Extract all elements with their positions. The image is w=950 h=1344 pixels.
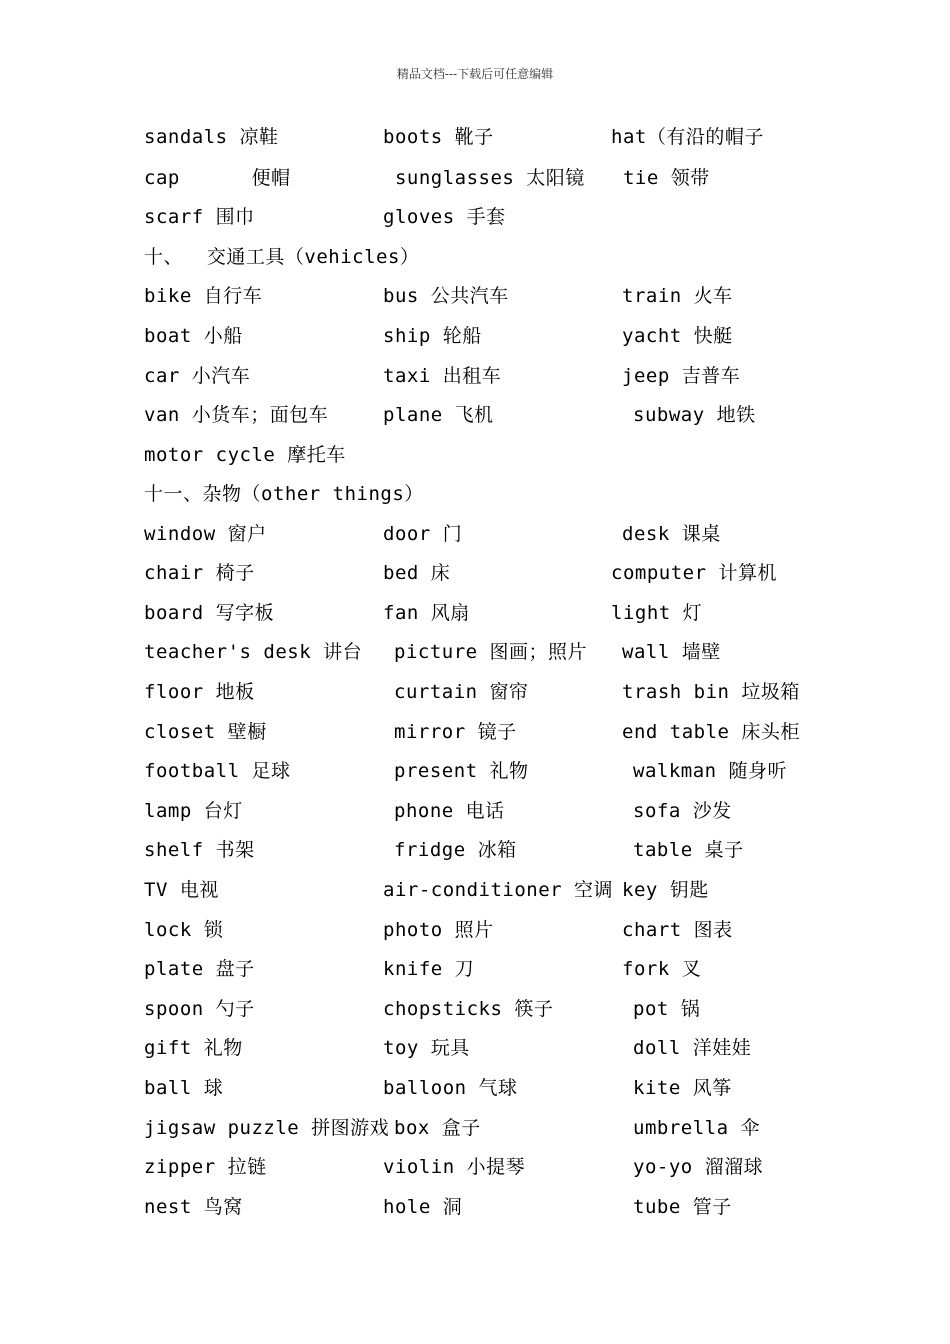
vocab-entry: light 灯 xyxy=(611,602,703,624)
vocab-row xyxy=(0,323,950,363)
vocab-entry: board 写字板 xyxy=(144,602,275,624)
vocab-entry: boots 靴子 xyxy=(383,126,494,148)
vocab-entry: chart 图表 xyxy=(622,919,733,941)
vocab-entry: wall 墙壁 xyxy=(622,641,721,663)
vocab-entry: bus 公共汽车 xyxy=(383,285,509,307)
vocab-entry: teacher's desk 讲台 xyxy=(144,641,363,663)
vocab-entry: photo 照片 xyxy=(383,919,494,941)
vocab-entry: tube 管子 xyxy=(633,1196,732,1218)
vocab-entry: fork 叉 xyxy=(622,958,702,980)
vocab-entry: table 桌子 xyxy=(633,839,744,861)
vocab-entry: violin 小提琴 xyxy=(383,1156,526,1178)
vocab-entry: mirror 镜子 xyxy=(394,721,517,743)
vocab-entry: box 盒子 xyxy=(394,1117,481,1139)
vocab-entry: lamp 台灯 xyxy=(144,800,243,822)
vocab-entry: pot 锅 xyxy=(633,998,701,1020)
vocab-entry: yo-yo 溜溜球 xyxy=(633,1156,764,1178)
vocab-entry: trash bin 垃圾箱 xyxy=(622,681,800,703)
vocab-entry: scarf 围巾 xyxy=(144,206,255,228)
vocab-entry: football 足球 xyxy=(144,760,291,782)
vocab-entry: nest 鸟窝 xyxy=(144,1196,243,1218)
section-title: 十、 交通工具（vehicles） xyxy=(144,246,420,268)
page-header: 精品文档---下载后可任意编辑 xyxy=(396,67,554,81)
vocab-entry: car 小汽车 xyxy=(144,365,251,387)
vocab-row xyxy=(0,917,950,957)
vocab-entry: spoon 勺子 xyxy=(144,998,255,1020)
vocab-row xyxy=(0,204,950,244)
vocab-row xyxy=(0,639,950,679)
vocab-entry: door 门 xyxy=(383,523,463,545)
vocab-entry: yacht 快艇 xyxy=(622,325,733,347)
vocab-entry: plate 盘子 xyxy=(144,958,255,980)
vocab-entry: umbrella 伞 xyxy=(633,1117,760,1139)
vocab-entry: balloon 气球 xyxy=(383,1077,518,1099)
vocab-entry: TV 电视 xyxy=(144,879,219,901)
vocab-entry: zipper 拉链 xyxy=(144,1156,267,1178)
vocab-row xyxy=(0,560,950,600)
vocab-entry: shelf 书架 xyxy=(144,839,255,861)
section-heading-vehicles xyxy=(0,244,950,284)
vocab-entry: chopsticks 筷子 xyxy=(383,998,554,1020)
vocab-entry: ship 轮船 xyxy=(383,325,482,347)
vocab-entry: kite 风筝 xyxy=(633,1077,732,1099)
vocab-row xyxy=(0,1115,950,1155)
vocab-entry: sandals 凉鞋 xyxy=(144,126,279,148)
vocab-row xyxy=(0,996,950,1036)
vocab-entry: sunglasses 太阳镜 xyxy=(383,167,585,189)
vocab-entry: plane 飞机 xyxy=(383,404,494,426)
vocab-row xyxy=(0,679,950,719)
vocab-entry: floor 地板 xyxy=(144,681,255,703)
vocab-entry: gift 礼物 xyxy=(144,1037,243,1059)
vocab-row xyxy=(0,363,950,403)
vocab-entry: phone 电话 xyxy=(394,800,505,822)
vocab-entry: end table 床头柜 xyxy=(622,721,800,743)
vocab-entry: computer 计算机 xyxy=(611,562,777,584)
vocab-entry: key 钥匙 xyxy=(622,879,709,901)
vocab-entry: curtain 窗帘 xyxy=(394,681,529,703)
vocab-entry: hole 洞 xyxy=(383,1196,463,1218)
vocab-entry: lock 锁 xyxy=(144,919,224,941)
vocab-row xyxy=(0,442,950,482)
vocab-row xyxy=(0,283,950,323)
vocab-row xyxy=(0,719,950,759)
vocab-row xyxy=(0,124,950,164)
vocab-entry: bike 自行车 xyxy=(144,285,263,307)
vocab-row xyxy=(0,521,950,561)
vocab-row xyxy=(0,798,950,838)
vocab-row xyxy=(0,402,950,442)
vocab-row xyxy=(0,1154,950,1194)
vocab-entry: bed 床 xyxy=(383,562,451,584)
vocab-entry: motor cycle 摩托车 xyxy=(144,444,346,466)
vocab-entry: walkman 随身听 xyxy=(633,760,788,782)
vocab-entry: present 礼物 xyxy=(394,760,529,782)
vocab-row xyxy=(0,1194,950,1234)
vocab-entry: chair 椅子 xyxy=(144,562,255,584)
vocab-row xyxy=(0,1035,950,1075)
section-heading-other-things xyxy=(0,481,950,521)
vocab-entry: train 火车 xyxy=(622,285,733,307)
vocab-entry: tie 领带 xyxy=(611,167,710,189)
vocab-entry: knife 刀 xyxy=(383,958,475,980)
vocab-entry: boat 小船 xyxy=(144,325,243,347)
vocab-row xyxy=(0,600,950,640)
vocab-entry: toy 玩具 xyxy=(383,1037,470,1059)
vocab-row xyxy=(0,758,950,798)
vocab-row xyxy=(0,1075,950,1115)
vocab-entry: picture 图画；照片 xyxy=(394,641,588,663)
vocab-row xyxy=(0,837,950,877)
vocab-entry: desk 课桌 xyxy=(622,523,721,545)
section-title: 十一、杂物（other things） xyxy=(144,483,424,505)
vocab-entry: window 窗户 xyxy=(144,523,267,545)
vocab-entry: cap 便帽 xyxy=(144,167,291,189)
vocab-entry: subway 地铁 xyxy=(633,404,756,426)
vocab-entry: gloves 手套 xyxy=(383,206,506,228)
vocab-entry: air-conditioner 空调 xyxy=(383,879,614,901)
vocab-entry: ball 球 xyxy=(144,1077,224,1099)
vocab-entry: fridge 冰箱 xyxy=(394,839,517,861)
vocab-row xyxy=(0,956,950,996)
vocab-entry: sofa 沙发 xyxy=(633,800,732,822)
vocab-entry: closet 壁橱 xyxy=(144,721,267,743)
vocab-entry: van 小货车；面包车 xyxy=(144,404,329,426)
vocab-row xyxy=(0,165,950,205)
vocab-row xyxy=(0,877,950,917)
vocab-entry: fan 风扇 xyxy=(383,602,470,624)
vocab-entry: doll 洋娃娃 xyxy=(633,1037,752,1059)
vocab-entry: taxi 出租车 xyxy=(383,365,502,387)
vocab-entry: hat（有沿的帽子 xyxy=(611,126,764,148)
vocab-entry: jeep 吉普车 xyxy=(622,365,741,387)
vocab-entry: jigsaw puzzle 拼图游戏 xyxy=(144,1117,390,1139)
